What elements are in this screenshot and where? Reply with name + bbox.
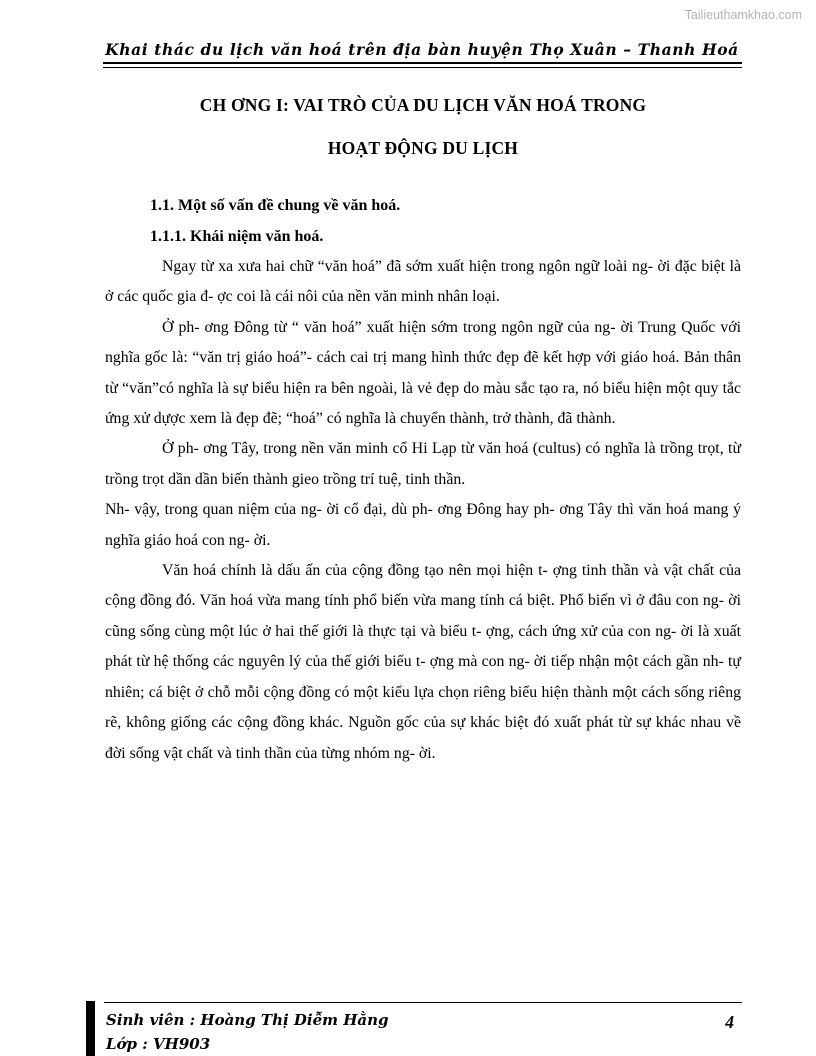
paragraph: Ở ph- ơng Tây, trong nền văn minh cổ Hi Lạp từ văn hoá (cultus) có nghĩa là trồng trọt, từ trồng trọt dần dần biến thành gieo trồng trí tuệ, tinh thần. — [105, 440, 741, 488]
footer-signature — [106, 1008, 389, 1056]
chapter-title-line2: HOẠT ĐỘNG DU LỊCH — [327, 138, 519, 158]
running-header: Khai thác du lịch văn hoá trên địa bàn huyện Thọ Xuân – Thanh Hoá — [105, 40, 739, 59]
chapter-title — [105, 84, 741, 170]
heading-1-1-1: 1.1.1. Khái niệm văn hoá. — [150, 228, 324, 245]
paragraph: Ngay từ xa xưa hai chữ “văn hoá” đã sớm xuất hiện trong ngôn ngữ loài ng- ời đặc biệt là ở các quốc gia đ- ợc coi là cái nôi của nền văn minh nhân loại. — [105, 258, 741, 306]
watermark-text: Tailieuthamkhao.com — [684, 8, 802, 22]
page-number: 4 — [725, 1012, 734, 1032]
footer-class: Lớp : VH903 — [106, 1035, 211, 1053]
paragraph: Ở ph- ơng Đông từ “ văn hoá” xuất hiện sớm trong ngôn ngữ của ng- ời Trung Quốc với nghĩa gốc là: “văn trị giáo hoá”- cách cai trị mang hình thức đẹp đẽ kết hợp với giáo hoá. Bản thân từ “văn”có nghĩa là sự biểu hiện ra bên ngoài, là vẻ đẹp do màu sắc tạo ra, nó biểu hiện một quy tắc ứng xử dựợc xem là đẹp đẽ; “hoá” có nghĩa là chuyển thành, trở thành, đã thành. — [105, 318, 741, 428]
footer-left-bar — [86, 1001, 95, 1056]
header-double-rule — [103, 62, 742, 68]
heading-1-1: 1.1. Một số vấn đề chung về văn hoá. — [150, 197, 401, 214]
footer-rule — [104, 1002, 742, 1003]
chapter-title-line1: CH ƠNG I: VAI TRÒ CỦA DU LỊCH VĂN HOÁ TRONG — [199, 95, 647, 115]
paragraph: Nh- vậy, trong quan niệm của ng- ời cổ đại, dù ph- ơng Đông hay ph- ơng Tây thì văn hoá mang ý nghĩa giáo hoá con ng- ời. — [105, 501, 741, 549]
page-body — [105, 84, 741, 769]
paragraph: Văn hoá chính là dấu ấn của cộng đồng tạo nên mọi hiện t- ợng tinh thần và vật chất của cộng đồng đó. Văn hoá vừa mang tính phổ biến vừa mang tính cá biệt. Phổ biến vì ở đâu con ng- ời cũng sống cùng một lúc ở hai thế giới là thực tại và biểu t- ợng, cách ứng xử của con ng- ời là xuất phát từ hệ thống các nguyên lý của thế giới biểu t- ợng mà con ng- ời tiếp nhận một cách gần nh- tự nhiên; cá biệt ở chỗ mỗi cộng đồng có một kiểu lựa chọn riêng biểu hiện thành một cách sống riêng rẽ, không giống các cộng đồng khác. Nguồn gốc của sự khác biệt đó xuất phát từ sự khác nhau về đời sống vật chất và tinh thần của từng nhóm ng- ời. — [105, 562, 741, 762]
footer-student-name: Sinh viên : Hoàng Thị Diễm Hằng — [106, 1011, 389, 1029]
